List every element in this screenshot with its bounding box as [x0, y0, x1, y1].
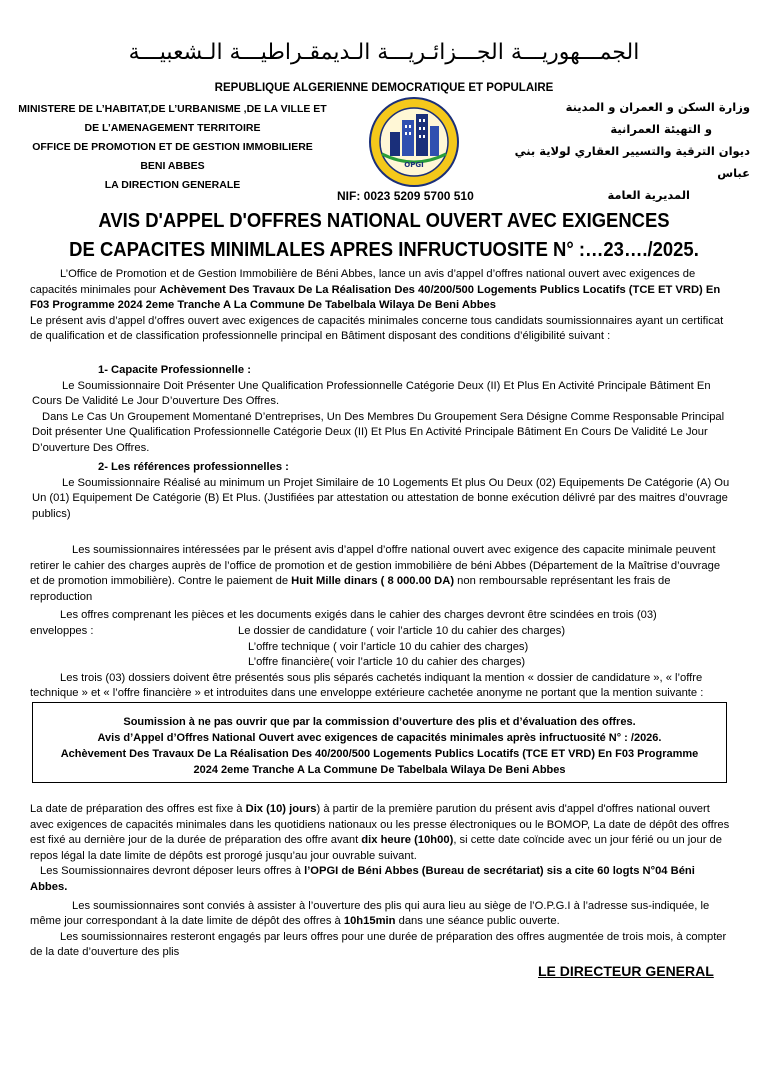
- section-heading: 1- Capacite Professionnelle :: [98, 364, 251, 376]
- ministry-header-ar: [500, 96, 750, 206]
- engagement-paragraph: Les soumissionnaires resteront engagés par leurs offres pour une durée de préparation des offres augmentée de trois mois, à compter de la date d’ouverture des plis: [30, 930, 727, 959]
- ouverture-paragraph: Les soumissionnaires sont conviés à assister à l’ouverture des plis qui aura lieu au siège de l’O.P.G.I à l’adresse sus-indiquée, le même jour correspondant à la date limite de dépôt des offres à 10h15min dans une séance public ouverte.: [30, 899, 710, 928]
- envelope-item: L’offre financière( voir l’article 10 du cahier des charges): [248, 655, 526, 668]
- notice-title-line: AVIS D'APPEL D'OFFRES NATIONAL OUVERT AVEC EXIGENCES: [98, 209, 670, 232]
- signature-title: LE DIRECTEUR GENERAL: [538, 963, 714, 979]
- depot-paragraph: Les Soumissionnaires devront déposer leurs offres à l’OPGI de Béni Abbes (Bureau de secrétariat) sis a cite 60 logts N°04 Béni Abbes.: [30, 865, 695, 893]
- republic-title: REPUBLIQUE ALGERIENNE DEMOCRATIQUE ET POPULAIRE: [214, 82, 554, 94]
- section-paragraph: Le Soumissionnaire Doit Présenter Une Qualification Professionnelle Catégorie Deux (II) Et Plus En Activité Principale Bâtiment En Cours De Validité Le Jour D’ouverture Des Offres.: [32, 379, 711, 408]
- ministry-line: MINISTERE DE L’HABITAT,DE L’URBANISME ,DE LA VILLE ET: [18, 103, 327, 115]
- box-line: Soumission à ne pas ouvrir que par la commission d’ouverture des plis et d’évaluation des offres.: [123, 716, 636, 728]
- intro-paragraph: [30, 267, 730, 345]
- cahier-paragraph: [30, 543, 730, 605]
- envelope-item: Le dossier de candidature ( voir l’article 10 du cahier des charges): [238, 624, 566, 637]
- section-paragraph: Le Soumissionnaire Réalisé au minimum un Projet Similaire de 10 Logements Et plus Ou Deux (02) Equipements De Catégorie (A) Ou Un (01) Equipement De Catégorie (B) Et Plus. (Justifiées par attestation ou attestation de bonne exécution délivré par des maitres d’ouvrage publics): [32, 476, 730, 520]
- notice-title: [38, 206, 729, 264]
- ministry-line-ar: و التهيئة العمرانية: [610, 122, 712, 136]
- project-name: Achèvement Des Travaux De La Réalisation Des 40/200/500 Logements Publics Locatifs (TCE ET VRD) En F03 Programme 2024 2eme Tranche A La Commune De Tabelbala Wilaya De Beni Abbes: [30, 283, 721, 312]
- offres-closing: Les trois (03) dossiers doivent être présentés sous plis séparés cachetés indiquant la mention « dossier de candidature », « l’offre technique » et « l’offre financière » et introduites dans une enveloppe extérieure cachetée anonyme ne portant que la mention suivante :: [30, 671, 704, 700]
- deposit-address: l’OPGI de Béni Abbes (Bureau de secrétariat) sis a cite 60 logts N°04 Béni Abbes.: [30, 865, 695, 893]
- office-line: OFFICE DE PROMOTION ET DE GESTION IMMOBILIERE: [32, 141, 313, 153]
- box-line: 2024 2eme Tranche A La Commune De Tabelbala Wilaya De Beni Abbes: [193, 764, 566, 776]
- cahier-price: Huit Mille dinars ( 8 000.00 DA): [291, 575, 455, 588]
- notice-title-line: DE CAPACITES MINIMLALES APRES INFRUCTUOSITE N° :…23…./2025.: [69, 238, 699, 261]
- envelope-label: enveloppes :: [30, 624, 94, 637]
- arabic-republic-title: الجمـــهوريـــة الجـــزائـريـــة الـديمقـراطيـــة الـشعبيـــة: [128, 40, 640, 65]
- offres-paragraph: [30, 608, 730, 702]
- section-heading: 2- Les références professionnelles :: [98, 461, 289, 473]
- ministry-line: DE L’AMENAGEMENT TERRITOIRE: [84, 122, 261, 134]
- svg-text:OPGI: OPGI: [404, 161, 424, 169]
- section-references: [32, 460, 732, 522]
- box-line: Avis d’Appel d’Offres National Ouvert avec exigences de capacités minimales après infructuosité N° : /2026.: [97, 732, 662, 744]
- cahier-text: non remboursable représentant les frais de reproduction: [30, 575, 671, 603]
- offres-intro: Les offres comprenant les pièces et les documents exigés dans le cahier des charges devront être scindées en trois (03): [60, 609, 657, 621]
- box-line: Achèvement Des Travaux De La Réalisation Des 40/200/500 Logements Publics Locatifs (TCE ET VRD) En F03 Programme: [60, 748, 699, 760]
- office-line-ar: ديوان الترقية والتسيير العقاري لولاية بني عباس: [514, 144, 750, 180]
- direction-line: LA DIRECTION GENERALE: [104, 179, 241, 191]
- intro-text: L’Office de Promotion et de Gestion Immobilière de Béni Abbes, lance un avis d’appel d’offres national ouvert avec exigences de capacités minimales pour: [30, 268, 696, 296]
- eligibility-text: Le présent avis d’appel d’offres ouvert avec exigences de capacités minimales concerne tous candidats soumissionnaires ayant un certificat de qualification et de classification professionnelle principal en Bâtiment disposant des conditions d’éligibilité suivant :: [30, 314, 724, 343]
- cahier-text: Les soumissionnaires intéressées par le présent avis d’appel d’offre national ouvert avec exigence des capacite minimale peuvent retirer le cahier des charges auprès de l’office de promotion et de gestion immobilière de béni Abbes (Département de la Maîtrise d’ouvrage et de promotion immobilière). Contre le paiement de: [30, 544, 721, 588]
- opening-hour: 10h15min: [343, 915, 396, 928]
- direction-line-ar: المديرية العامة: [607, 188, 690, 202]
- preparation-delay: Dix (10) jours: [245, 803, 317, 815]
- envelope-item: L’offre technique ( voir l’article 10 du cahier des charges): [248, 640, 529, 653]
- envelope-list: [30, 624, 730, 671]
- closing-paragraphs: [30, 802, 730, 961]
- office-city-line: BENI ABBES: [140, 160, 205, 172]
- opgi-logo: [368, 96, 460, 188]
- deposit-hour: dix heure (10h00): [361, 834, 454, 847]
- envelope-mention-box: [32, 702, 727, 783]
- section-capacite: [32, 363, 732, 457]
- date-paragraph: La date de préparation des offres est fixe à Dix (10) jours) à partir de la première parution du présent avis d'appel d'offres national ouvert avec exigences de capacités minimales dans les quotidiens nationaux ou les presse électroniques ou le BOMOP, La date de dépôt des offres est fixé au dernière jour de la durée de préparation des offre avant dix heure (10h00), si cette date coïncide avec un jour férié ou un jour de repos légal la date limite de dépôts est prorogé jusqu’au jour ouvrable suivant.: [30, 803, 730, 862]
- section-paragraph: Dans Le Cas Un Groupement Momentané D’entreprises, Un Des Membres Du Groupement Sera Désigne Comme Responsable Principal Doit présenter Une Qualification Professionnelle Catégorie Deux (II) Et Plus En Activité Principale Bâtiment En Cours De Validité Le Jour D’ouverture Des Offres.: [32, 410, 725, 454]
- ministry-line-ar: وزارة السكن و العمران و المدينة: [565, 100, 750, 114]
- nif-number: NIF: 0023 5209 5700 510: [337, 189, 474, 203]
- ministry-header-fr: [0, 100, 345, 195]
